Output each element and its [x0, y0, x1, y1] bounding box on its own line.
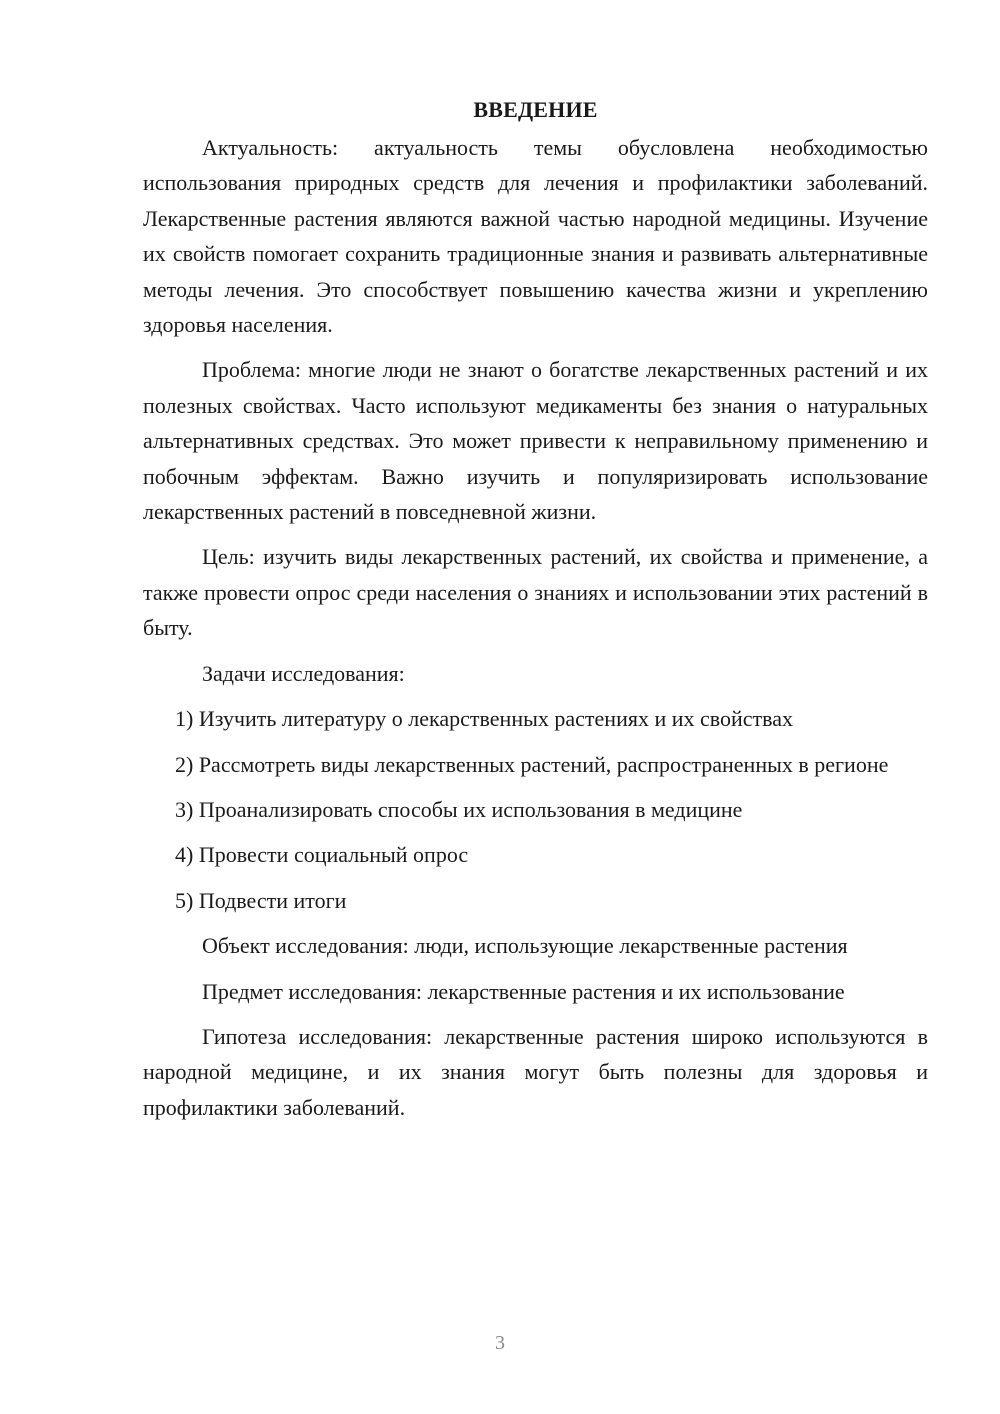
paragraph-subject: Предмет исследования: лекарственные растения и их использование	[202, 978, 845, 1004]
paragraph-problem: Проблема: многие люди не знают о богатстве лекарственных растений и их полезных свойствах. Часто используют медикаменты без знания о натуральных альтернативных средствах. Это может привести к неправильному применению и побочным эффектам. Важно изучить и популяризировать использование лекарственных растений в повседневной жизни.	[143, 357, 928, 525]
paragraph-hypothesis: Гипотеза исследования: лекарственные растения широко используются в народной медицине, и их знания могут быть полезны для здоровья и профилактики заболеваний.	[143, 1023, 928, 1120]
page-number: 3	[495, 1332, 505, 1354]
page-content	[143, 92, 928, 1125]
paragraph-object: Объект исследования: люди, использующие лекарственные растения	[202, 933, 848, 959]
paragraph-relevance: Актуальность: актуальность темы обусловлена необходимостью использования природных средств для лечения и профилактики заболеваний. Лекарственные растения являются важной частью народной медицины. Изучение их свойств помогает сохранить традиционные знания и развивать альтернативные методы лечения. Это способствует повышению качества жизни и укреплению здоровья населения.	[143, 135, 928, 338]
paragraph-goal: Цель: изучить виды лекарственных растений, их свойства и применение, а также провести опрос среди населения о знаниях и использовании этих растений в быту.	[143, 544, 928, 641]
page-title: ВВЕДЕНИЕ	[473, 97, 598, 122]
list-item: 3) Проанализировать способы их использования в медицине	[175, 796, 743, 822]
list-item: 4) Провести социальный опрос	[175, 842, 469, 868]
list-item: 2) Рассмотреть виды лекарственных растений, распространенных в регионе	[175, 751, 889, 777]
list-item: 1) Изучить литературу о лекарственных растениях и их свойствах	[175, 706, 794, 732]
list-item: 5) Подвести итоги	[175, 887, 347, 913]
tasks-heading: Задачи исследования:	[202, 660, 405, 686]
